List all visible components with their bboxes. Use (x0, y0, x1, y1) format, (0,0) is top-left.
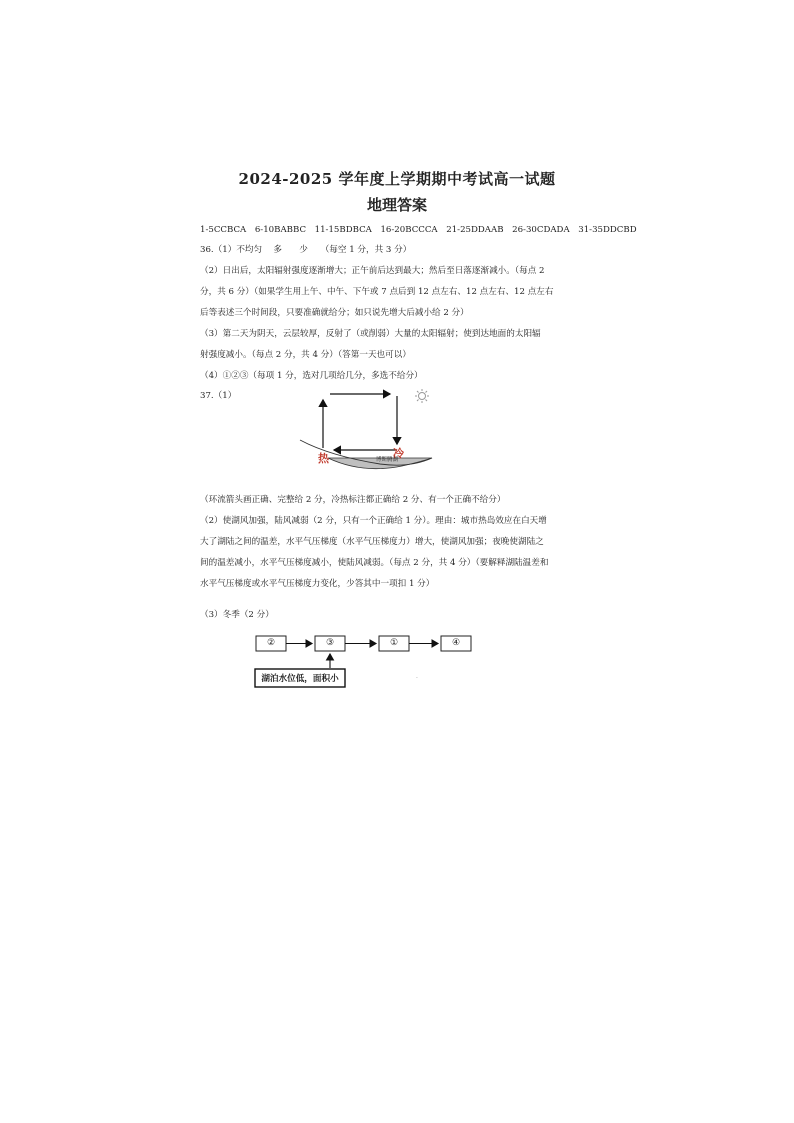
answer-36-2-line1: （2）日出后，太阳辐射强度逐渐增大；正午前后达到最大；然后至日落逐渐减小。（每点 2 (200, 266, 545, 276)
answer-36-3-line2: 射强度减小。（每点 2 分，共 4 分）（答第一天也可以） (200, 350, 411, 360)
chain-box-3-label: ① (389, 638, 399, 648)
page-title: 2024-2025 学年度上学期期中考试高一试题 (238, 170, 556, 188)
answer-37-2-line3: 间的温差减小，水平气压梯度减小，使陆风减弱。（每点 2 分，共 4 分）（要解释湖陆温差和 (200, 558, 549, 568)
cause-box-label: 湖泊水位低，面积小 (261, 674, 339, 684)
answer-37-2-line4: 水平气压梯度或水平气压梯度力变化，少答其中一项扣 1 分） (200, 579, 435, 589)
chain-box-4-label: ④ (451, 638, 461, 648)
chain-box-2-label: ③ (325, 638, 335, 648)
lake-breeze-diagram (290, 386, 450, 476)
cold-label: 冷 (393, 447, 404, 460)
chain-box-1-label: ② (266, 638, 276, 648)
answer-37-1: 37.（1） (200, 391, 237, 401)
sun-icon (415, 389, 429, 403)
stray-dot: · (416, 675, 418, 682)
answer-36-1: 36.（1）不均匀 多 少 （每空 1 分，共 3 分） (200, 245, 412, 255)
answer-37-2-line1: （2）使湖风加强，陆风减弱（2 分，只有一个正确给 1 分）。理由：城市热岛效应在白天增 (200, 516, 547, 526)
page-subtitle: 地理答案 (366, 196, 427, 214)
answer-36-2-line3: 后等表述三个时间段，只要准确就给分；如只说先增大后减小给 2 分） (200, 308, 469, 318)
answer-36-3-line1: （3）第二天为阴天，云层较厚，反射了（或削弱）大量的太阳辐射；使到达地面的太阳辐 (200, 329, 541, 339)
lake-name: 博斯腾湖 (376, 457, 399, 463)
answer-36-2-line2: 分，共 6 分）（如果学生用上午、中午、下午或 7 点后到 12 点左右、12 点左右、12 点左右 (200, 287, 554, 297)
answer-37-2-line2: 大了湖陆之间的温差，水平气压梯度（水平气压梯度力）增大，使湖风加强；夜晚使湖陆之 (200, 537, 544, 547)
answer-mc: 1-5CCBCA 6-10BABBC 11-15BDBCA 16-20BCCCA 21-25DDAAB 26-30CDADA 31-35DDCBD (200, 225, 637, 235)
answer-37-3: （3）冬季（2 分） (200, 610, 274, 620)
answer-37-1-note: （环流箭头画正确、完整给 2 分，冷热标注都正确给 2 分、有一个正确不给分） (200, 495, 506, 505)
hot-label: 热 (318, 452, 329, 465)
answer-36-4: （4）①②③（每项 1 分，选对几项给几分，多选不给分） (200, 371, 423, 381)
